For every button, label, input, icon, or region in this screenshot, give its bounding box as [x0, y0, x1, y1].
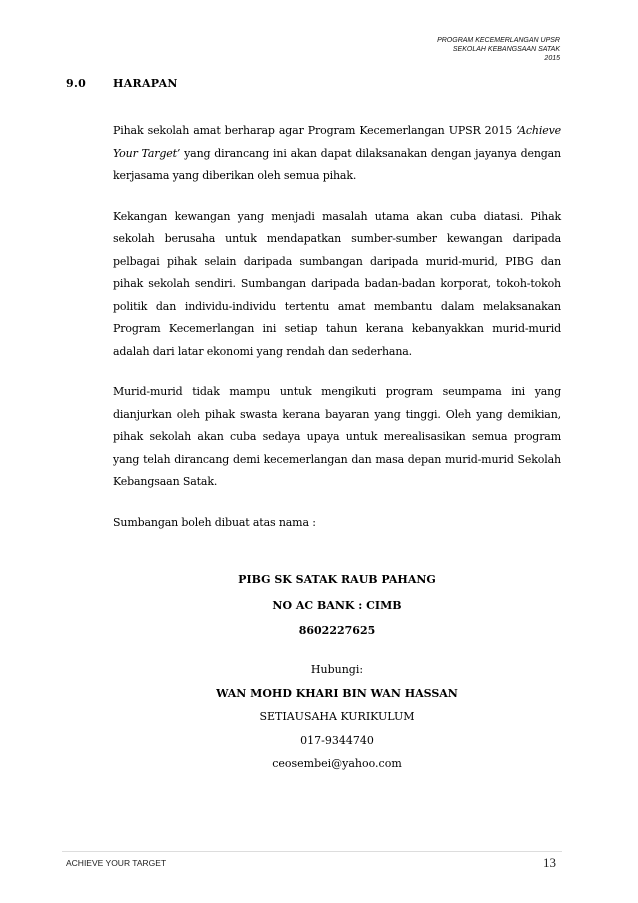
paragraph-1-text-start: Pihak sekolah amat berharap agar Program Kecemerlangan UPSR 2015 — [113, 124, 517, 137]
paragraph-1 — [113, 120, 561, 188]
paragraph-4: Sumbangan boleh dibuat atas nama : — [113, 515, 316, 529]
paragraph-1-text-end: yang dirancang ini akan dapat dilaksanakan dengan jayanya dengan kerjasama yang diberikan oleh semua pihak. — [113, 146, 561, 182]
contact-name: WAN MOHD KHARI BIN WAN HASSAN — [216, 686, 458, 700]
contact-role: SETIAUSAHA KURIKULUM — [259, 710, 415, 723]
contact-label: Hubungi: — [310, 663, 364, 676]
header-line-school: SEKOLAH KEBANGSAAN SATAK — [452, 46, 560, 53]
contact-details — [113, 659, 561, 776]
paragraph-1-italic-title: ‘Achieve Your Target’ — [113, 124, 561, 160]
bank-name: NO AC BANK : CIMB — [272, 598, 402, 612]
header-line-year: 2015 — [544, 55, 560, 62]
bank-account-name: PIBG SK SATAK RAUB PAHANG — [238, 573, 436, 586]
header-line-program: PROGRAM KECEMERLANGAN UPSR — [437, 37, 560, 44]
page-header — [437, 36, 560, 63]
footer-divider — [62, 851, 562, 852]
contact-email: ceosembei@yahoo.com — [272, 757, 402, 770]
section-title: HARAPAN — [113, 77, 178, 90]
section-number: 9.0 — [66, 77, 87, 90]
contact-phone: 017-9344740 — [300, 733, 374, 747]
paragraph-3: Murid-murid tidak mampu untuk mengikuti program seumpama ini yang dianjurkan oleh pihak swasta kerana bayaran yang tinggi. Oleh yang demikian, pihak sekolah akan cuba sedaya upaya untuk merealisasikan semua program yang telah dirancang demi kecemerlangan dan masa depan murid-murid Sekolah Kebangsaan Satak. — [113, 385, 561, 488]
bank-account-number: 8602227625 — [298, 624, 376, 637]
bank-details — [113, 569, 561, 643]
document-body — [113, 120, 561, 552]
page-number: 13 — [543, 855, 556, 870]
section-heading — [66, 77, 178, 90]
paragraph-2: Kekangan kewangan yang menjadi masalah utama akan cuba diatasi. Pihak sekolah berusaha untuk mendapatkan sumber-sumber kewangan daripada pelbagai pihak selain daripada sumbangan daripada murid-murid, PIBG dan pihak sekolah sendiri. Sumbangan daripada badan-badan korporat, tokoh-tokoh politik dan individu-individu tertentu amat membantu dalam melaksanakan Program Kecemerlangan ini setiap tahun kerana kebanyakkan murid-murid adalah dari latar ekonomi yang rendah dan sederhana. — [113, 209, 561, 358]
footer-title: ACHIEVE YOUR TARGET — [66, 858, 167, 868]
